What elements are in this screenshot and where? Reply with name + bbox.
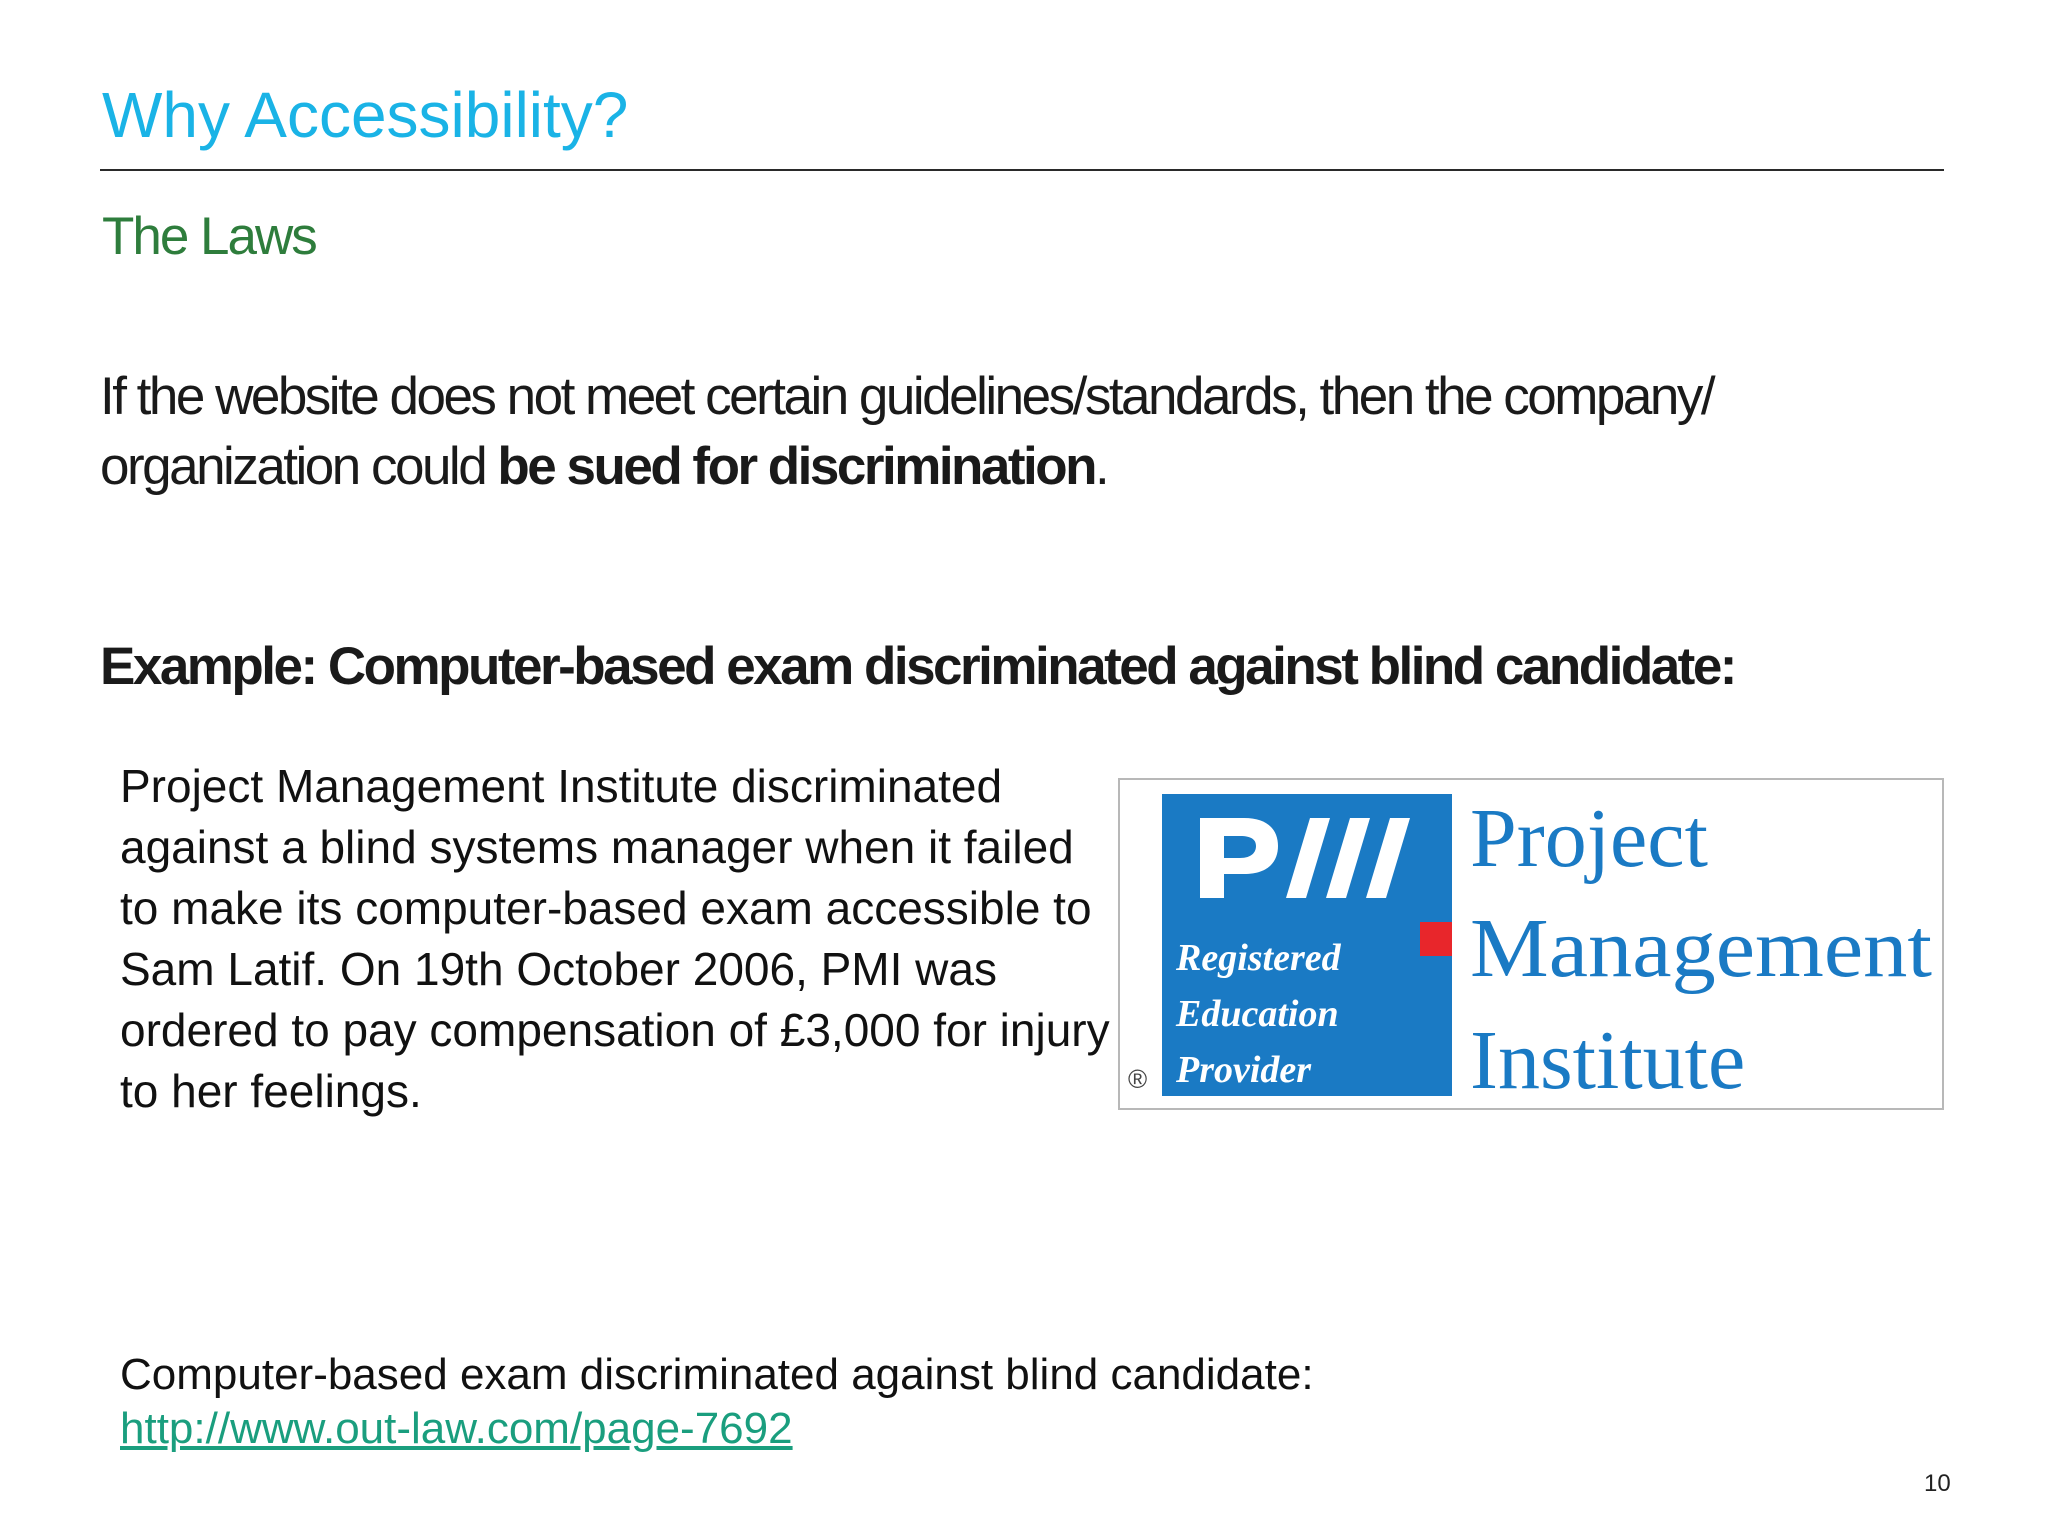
- logo-name-line-1: Project: [1470, 792, 1708, 885]
- logo-badge-line-2: Education: [1176, 993, 1339, 1035]
- example-story: Project Management Institute discriminated against a blind systems manager when it failed to make its computer-based exam accessible to Sam Latif. On 19th October 2006, PMI was ordered to pay compensation of £3,000 for injury to her feelings.: [120, 760, 1110, 1117]
- pmi-logo-graphic: [1120, 780, 1942, 1108]
- intro-end: .: [1095, 437, 1108, 496]
- slide-title: Why Accessibility?: [102, 79, 629, 151]
- intro-paragraph: [100, 362, 1920, 502]
- logo-name-line-2: Management: [1470, 902, 1932, 995]
- registered-symbol: ®: [1128, 1064, 1148, 1094]
- reference-link[interactable]: http://www.out-law.com/page-7692: [120, 1404, 793, 1453]
- slide-subtitle: The Laws: [102, 207, 316, 266]
- intro-text: If the website does not meet certain guidelines/standards, then the company/ organization could: [100, 367, 1714, 496]
- intro-emphasis: be sued for discrimination: [497, 437, 1096, 496]
- logo-i-bar: [1420, 794, 1452, 919]
- logo-name-line-3: Institute: [1470, 1014, 1746, 1107]
- page-number: 10: [1924, 1470, 1951, 1497]
- title-divider: [100, 169, 1944, 171]
- logo-lower-bar: [1420, 958, 1452, 1096]
- pmi-logo: [1118, 778, 1944, 1110]
- logo-badge-line-3: Provider: [1176, 1049, 1312, 1091]
- reference-text: Computer-based exam discriminated against blind candidate:: [120, 1350, 1314, 1399]
- example-heading: Example: Computer-based exam discriminated against blind candidate:: [100, 637, 1735, 696]
- logo-badge-line-1: Registered: [1176, 937, 1341, 979]
- logo-red-square: [1420, 922, 1452, 956]
